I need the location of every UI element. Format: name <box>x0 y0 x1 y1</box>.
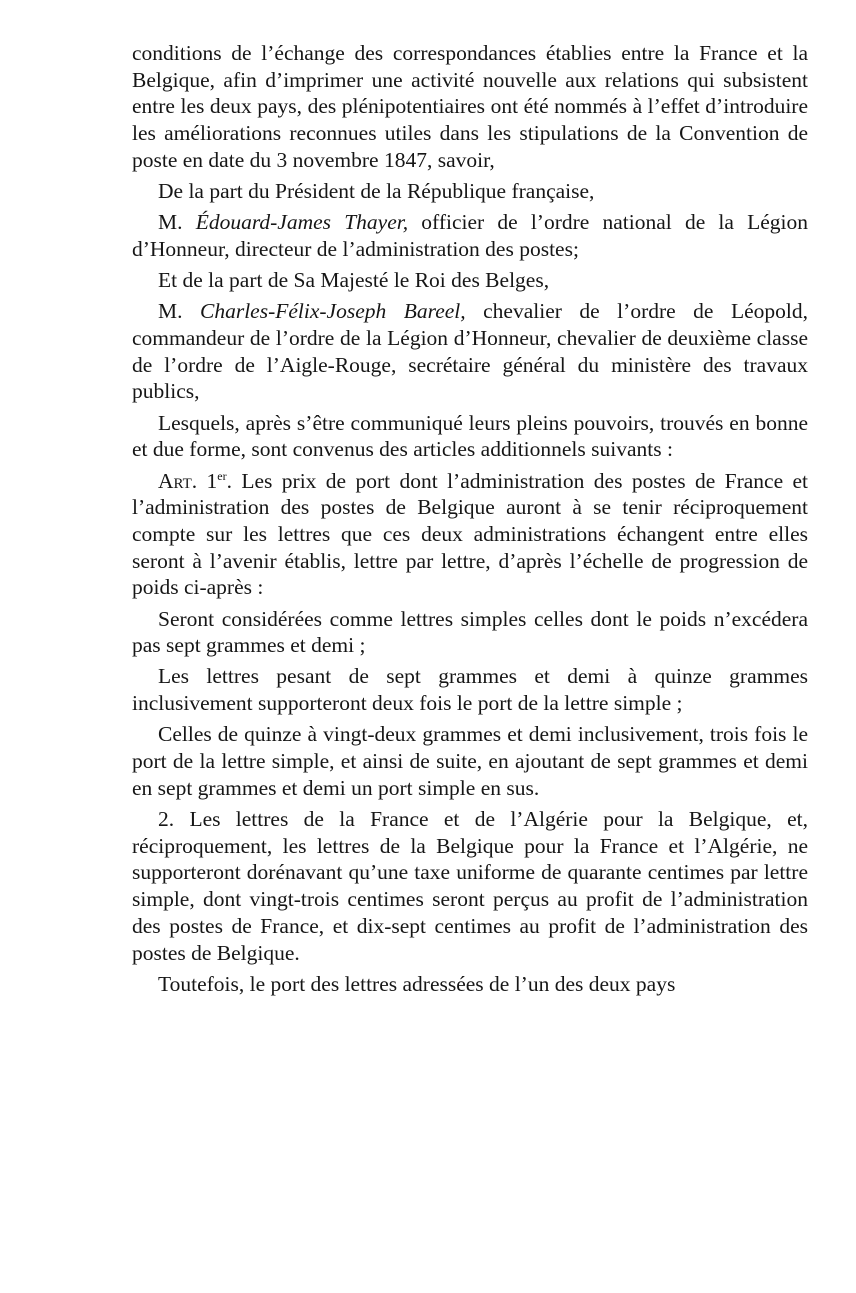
paragraph-bareel: M. Charles-Félix-Joseph Bareel, chevalier de l’ordre de Léopold, commandeur de l’ordre de la Légion d’Honneur, chevalier de deuxième classe de l’ordre de l’Aigle-Rouge, secrétaire général du ministère des travaux publics, <box>132 299 808 404</box>
paragraph-lesquels: Lesquels, après s’être communiqué leurs pleins pouvoirs, trouvés en bonne et due forme, sont convenus des articles additionnels suivants : <box>132 410 808 462</box>
name-thayer: Édouard-James Thayer, <box>195 210 409 235</box>
paragraph-quinze-grammes: Les lettres pesant de sept grammes et demi à quinze grammes inclusivement supporteront deux fois le port de la lettre simple ; <box>132 664 808 716</box>
paragraph-lettres-simples: Seront considérées comme lettres simples celles dont le poids n’excédera pas sept grammes et demi ; <box>132 606 808 658</box>
article-number: 1 <box>206 468 218 493</box>
name-bareel: Charles-Félix-Joseph Bareel, <box>199 299 466 324</box>
paragraph-toutefois: Toutefois, le port des lettres adressées de l’un des deux pays <box>158 971 676 996</box>
paragraph-thayer: M. Édouard-James Thayer, officier de l’ordre national de la Légion d’Honneur, directeur de l’administration des postes; <box>132 210 809 261</box>
paragraph-article-2: 2. Les lettres de la France et de l’Algérie pour la Belgique, et, réciproquement, les lettres de la Belgique pour la France et l’Algérie, ne supporteront dorénavant qu’une taxe uniforme de quarante centimes par lettre simple, dont vingt-trois centimes seront perçus au profit de l’administration des postes de France, et dix-sept centimes au profit de l’administration des postes de Belgique. <box>132 806 808 965</box>
paragraph-vingt-deux-grammes: Celles de quinze à vingt-deux grammes et demi inclusivement, trois fois le port de la lettre simple, et ainsi de suite, en ajoutant de sept grammes et demi en sept grammes et demi un port simple en sus. <box>132 722 808 800</box>
paragraph-part-roi: Et de la part de Sa Majesté le Roi des Belges, <box>158 268 550 293</box>
article-label: Art. <box>158 468 207 493</box>
paragraph-part-president: De la part du Président de la République française, <box>158 179 595 204</box>
paragraph-conditions: conditions de l’échange des correspondances établies entre la France et la Belgique, afin d’imprimer une activité nouvelle aux relations qui subsistent entre les deux pays, des plénipotentiaires ont été nommés à l’effet d’introduire les améliorations reconnues utiles dans les stipulations de la Convention de poste en date du 3 novembre 1847, savoir, <box>132 41 808 172</box>
document-body <box>132 40 808 997</box>
article-ordinal: er <box>217 468 227 483</box>
paragraph-article-1: Art. 1er. Les prix de port dont l’administration des postes de France et l’administration des postes de Belgique auront à se tenir réciproquement compte sur les lettres que ces deux administrations échangent entre elles seront à l’avenir établis, lettre par lettre, d’après l’échelle de progression de poids ci-après : <box>132 468 808 600</box>
